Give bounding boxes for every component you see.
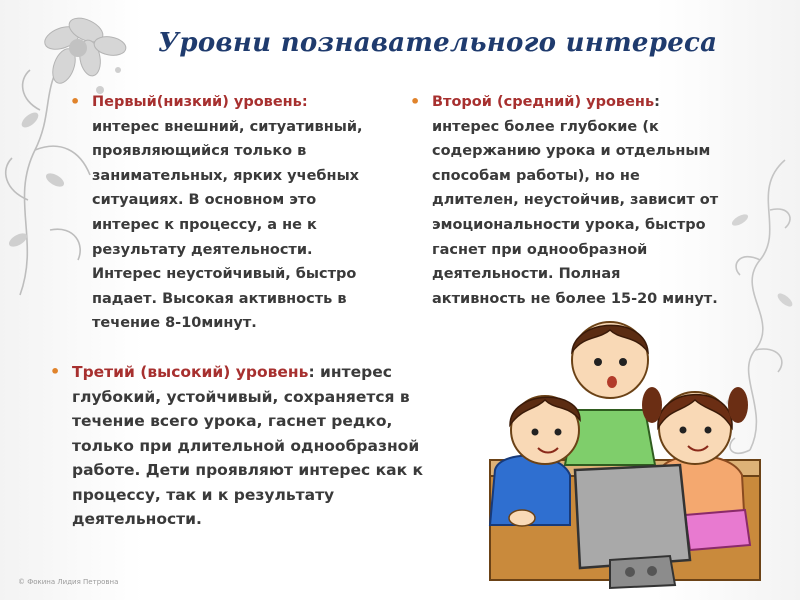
text-line: длителен, неустойчив, зависит от (432, 192, 719, 209)
text-line: занимательных, ярких учебных (92, 167, 360, 184)
bullet-icon: • (70, 92, 81, 111)
level-two-heading: Второй (средний) уровень (432, 94, 655, 110)
text-line: гаснет при однообразной (432, 241, 648, 258)
text-line: глубокий, устойчивый, сохраняется в (72, 387, 410, 406)
bullet-icon: • (50, 362, 61, 381)
text-line: Интерес неустойчивый, быстро (92, 266, 357, 283)
text-line: эмоциональности урока, быстро (432, 216, 706, 233)
text-line: активность не более 15-20 минут. (432, 290, 718, 307)
level-two-block (410, 90, 737, 311)
text-line: интерес к процессу, а не к (92, 216, 317, 233)
text-line: содержанию урока и отдельным (432, 143, 711, 160)
text-line: работе. Дети проявляют интерес как к (72, 461, 424, 479)
text-line: способам работы), но не (432, 167, 640, 184)
level-one-heading: Первый(низкий) уровень: (92, 94, 308, 110)
copyright-note: © Фокина Лидия Петровна (18, 578, 119, 586)
text-line: падает. Высокая активность в (92, 290, 347, 307)
text-line: интерес внешний, ситуативный, (92, 118, 363, 135)
heading-colon: : (654, 94, 660, 110)
text-line: : интерес (308, 363, 392, 381)
text-line: течение всего урока, гаснет редко, (72, 412, 393, 430)
level-three-heading: Третий (высокий) уровень (72, 363, 309, 381)
children-computer-illustration (470, 300, 770, 590)
level-three-block (50, 360, 467, 532)
text-line: результату деятельности. (92, 241, 313, 258)
text-line: проявляющийся только в (92, 143, 307, 160)
text-line: процессу, так и к результату (72, 485, 335, 504)
text-line: деятельности. Полная (432, 266, 621, 283)
text-line: деятельности. (72, 510, 202, 528)
text-line: ситуациях. В основном это (92, 192, 317, 209)
text-line: течение 8-10минут. (92, 315, 257, 332)
bullet-icon: • (410, 92, 421, 111)
text-line: только при длительной однообразной (72, 436, 420, 455)
slide-title: Уровни познавательного интереса (158, 28, 718, 58)
level-one-block (70, 90, 392, 336)
text-line: интерес более глубокие (к (432, 118, 659, 135)
